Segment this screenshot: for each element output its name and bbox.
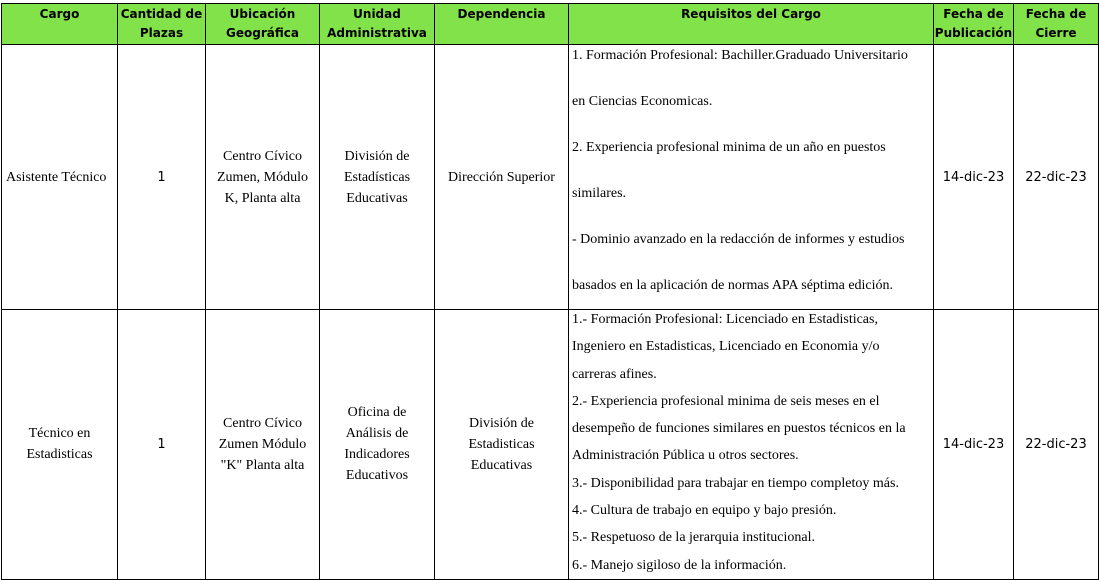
cell-cargo: Técnico en Estadisticas: [2, 310, 118, 580]
header-cargo: Cargo: [2, 4, 118, 45]
job-postings-table: [1, 3, 1099, 580]
cell-dependencia: Dirección Superior: [435, 45, 569, 310]
cell-plazas: 1: [118, 45, 206, 310]
cell-requisitos: 1.- Formación Profesional: Licenciado en Estadisticas, Ingeniero en Estadisticas, Licenciado en Economia y/o carreras afines. 2.- Experiencia profesional minima de seis meses en el desempeño de funciones similares en puestos técnicos en la Administración Pública u otros sectores. 3.- Disponibilidad para trabajar en tiempo completoy más. 4.- Cultura de trabajo en equipo y bajo presión. 5.- Respetuoso de la jerarquia institucional. 6.- Manejo sigiloso de la información.: [569, 310, 934, 580]
header-ubicacion: Ubicación Geográfica: [206, 4, 320, 45]
cell-fecha-publicacion: 14-dic-23: [934, 310, 1014, 580]
header-requisitos: Requisitos del Cargo: [569, 4, 934, 45]
cell-cargo: Asistente Técnico: [2, 45, 118, 310]
header-unidad: Unidad Administrativa: [320, 4, 435, 45]
cell-unidad: Oficina de Análisis de Indicadores Educativos: [320, 310, 435, 580]
cell-ubicacion: Centro Cívico Zumen, Módulo K, Planta alta: [206, 45, 320, 310]
cell-plazas: 1: [118, 310, 206, 580]
header-fecha-cierre: Fecha de Cierre: [1014, 4, 1099, 45]
cell-dependencia: División de Estadisticas Educativas: [435, 310, 569, 580]
header-cantidad-plazas: Cantidad de Plazas: [118, 4, 206, 45]
header-fecha-publicacion: Fecha de Publicación: [934, 4, 1014, 45]
cell-unidad: División de Estadísticas Educativas: [320, 45, 435, 310]
header-dependencia: Dependencia: [435, 4, 569, 45]
table-row: [2, 310, 1099, 580]
cell-ubicacion: Centro Cívico Zumen Módulo "K" Planta alta: [206, 310, 320, 580]
cell-fecha-cierre: 22-dic-23: [1014, 45, 1099, 310]
cell-requisitos: 1. Formación Profesional: Bachiller.Graduado Universitario en Ciencias Economicas. 2. Experiencia profesional minima de un año en puestos similares. - Dominio avanzado en la redacción de informes y estudios basados en la aplicación de normas APA séptima edición.: [569, 45, 934, 310]
table-row: [2, 45, 1099, 310]
cell-fecha-publicacion: 14-dic-23: [934, 45, 1014, 310]
cell-fecha-cierre: 22-dic-23: [1014, 310, 1099, 580]
header-row: [2, 4, 1099, 45]
